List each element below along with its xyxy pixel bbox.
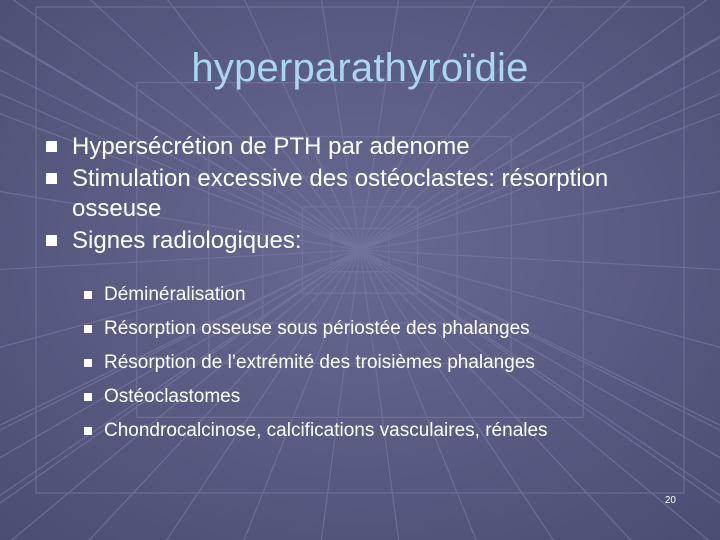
square-bullet-icon xyxy=(84,359,92,367)
sub-bullet-text: Déminéralisation xyxy=(104,284,246,305)
bullet-item xyxy=(46,132,696,162)
bullet-list xyxy=(46,132,696,258)
bullet-text: Stimulation excessive des ostéoclastes: résorption osseuse xyxy=(72,165,609,222)
slide-title: hyperparathyroïdie xyxy=(191,46,529,90)
sub-bullet-list xyxy=(84,283,704,453)
bullet-text: Signes radiologiques: xyxy=(72,227,302,254)
sub-bullet-item xyxy=(84,351,704,374)
sub-bullet-text: Ostéoclastomes xyxy=(104,386,241,407)
sub-bullet-text: Chondrocalcinose, calcifications vasculaires, rénales xyxy=(104,420,548,441)
square-bullet-icon xyxy=(84,427,92,435)
sub-bullet-item xyxy=(84,419,704,442)
bullet-item xyxy=(46,164,696,224)
bullet-text: Hypersécrétion de PTH par adenome xyxy=(72,133,470,160)
sub-bullet-item xyxy=(84,317,704,340)
bullet-item xyxy=(46,226,696,256)
square-bullet-icon xyxy=(84,393,92,401)
sub-bullet-item xyxy=(84,385,704,408)
square-bullet-icon xyxy=(46,173,57,184)
square-bullet-icon xyxy=(46,141,57,152)
square-bullet-icon xyxy=(46,235,57,246)
square-bullet-icon xyxy=(84,325,92,333)
sub-bullet-text: Résorption osseuse sous périostée des phalanges xyxy=(104,318,530,339)
page-number: 20 xyxy=(664,495,676,506)
sub-bullet-item xyxy=(84,283,704,306)
square-bullet-icon xyxy=(84,291,92,299)
sub-bullet-text: Résorption de l’extrémité des troisièmes phalanges xyxy=(104,352,535,373)
